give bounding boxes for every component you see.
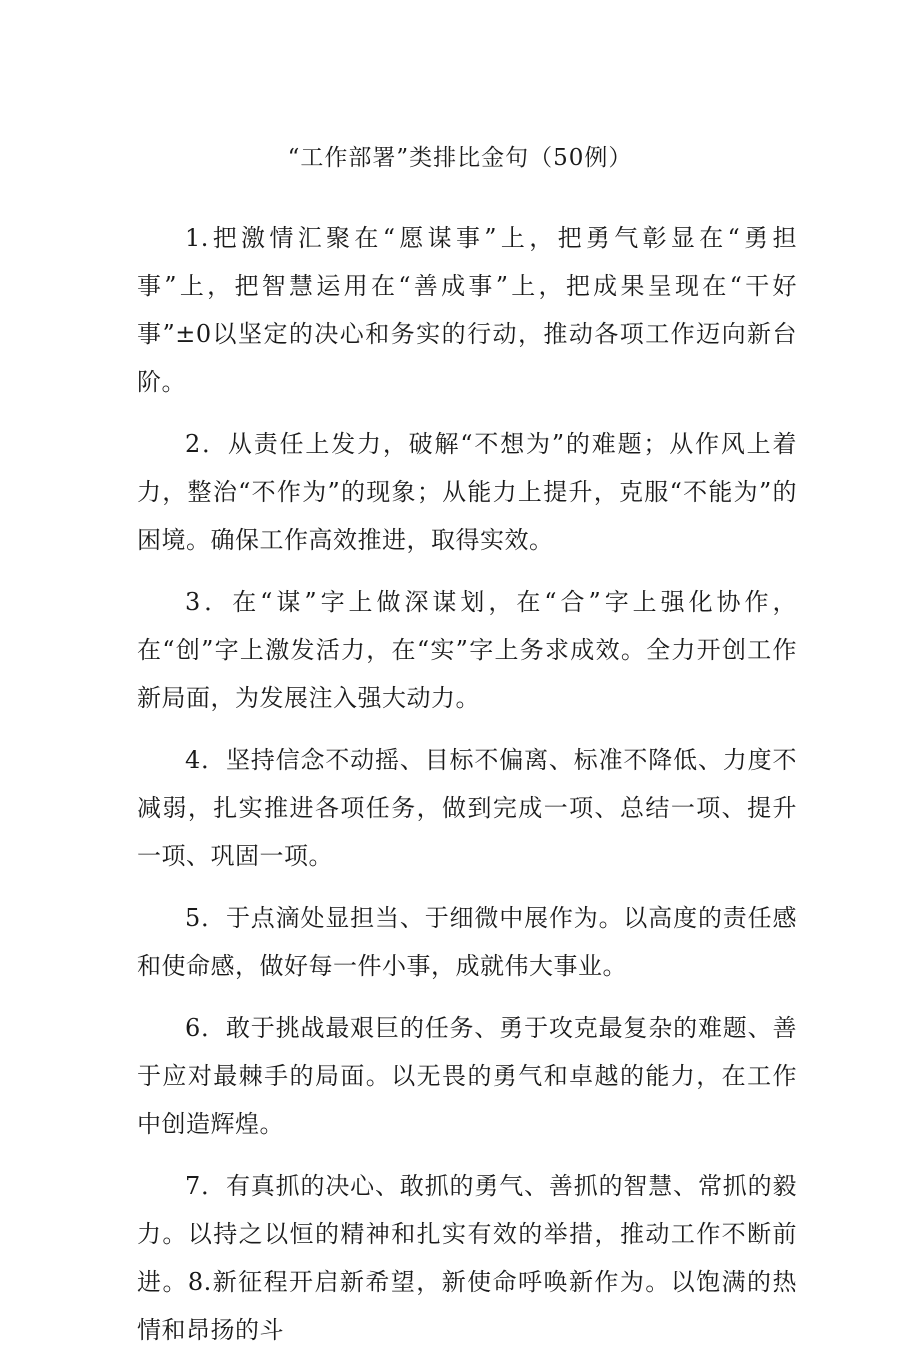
paragraph-1: 1.把激情汇聚在“愿谋事”上，把勇气彰显在“勇担事”上，把智慧运用在“善成事”上，把成果呈现在“干好事”±0以坚定的决心和务实的行动，推动各项工作迈向新台阶。 (137, 224, 797, 396)
paragraph-2: 2．从责任上发力，破解“不想为”的难题；从作风上着力，整治“不作为”的现象；从能力上提升，克服“不能为”的困境。确保工作高效推进，取得实效。 (137, 430, 797, 554)
paragraph-5: 5．于点滴处显担当、于细微中展作为。以高度的责任感和使命感，做好每一件小事，成就伟大事业。 (137, 904, 797, 980)
paragraph-3: 3．在“谋”字上做深谋划，在“合”字上强化协作，在“创”字上激发活力，在“实”字上务求成效。全力开创工作新局面，为发展注入强大动力。 (137, 588, 797, 712)
document-body (137, 214, 797, 1368)
paragraph-7: 7．有真抓的决心、敢抓的勇气、善抓的智慧、常抓的毅力。以持之以恒的精神和扎实有效的举措，推动工作不断前进。8.新征程开启新希望，新使命呼唤新作为。以饱满的热情和昂扬的斗 (137, 1172, 797, 1344)
paragraph-6: 6．敢于挑战最艰巨的任务、勇于攻克最复杂的难题、善于应对最棘手的局面。以无畏的勇气和卓越的能力，在工作中创造辉煌。 (137, 1014, 797, 1138)
document-title: “工作部署”类排比金句（50例） (287, 145, 633, 171)
paragraph-4: 4．坚持信念不动摇、目标不偏离、标准不降低、力度不减弱，扎实推进各项任务，做到完成一项、总结一项、提升一项、巩固一项。 (137, 746, 797, 870)
